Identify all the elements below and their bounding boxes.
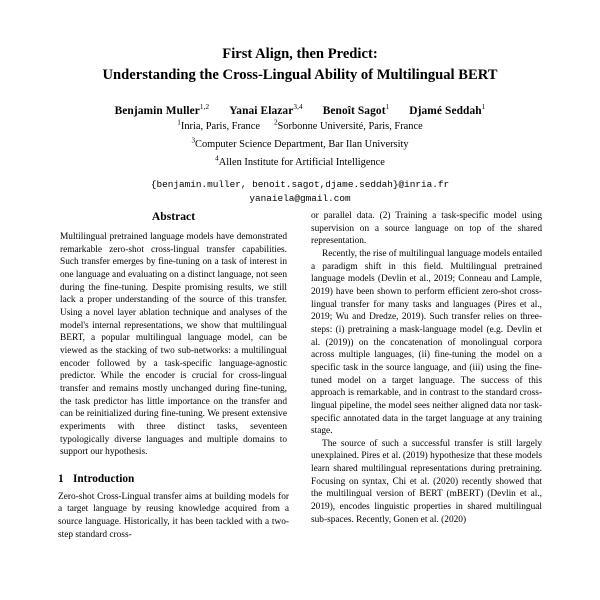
abstract-paragraph: Multilingual pretrained language models have demonstrated remarkable zero-shot cross-lingual transfer capabilities. Such transfer emerges by fine-tuning on a task of interest in one language and evaluating on a distinct language, not seen during the fine-tuning. Despite promising results, we still lack a proper understanding of the source of this transfer. Using a novel layer ablation technique and analyses of the model's internal representations, we show that multilingual BERT, a popular multilingual language model, can be viewed as the stacking of two sub-networks: a multilingual encoder followed by a task-specific language-agnostic predictor. While the encoder is crucial for cross-lingual transfer and remains mostly unchanged during fine-tuning, the task predictor has little importance on the transfer and can be reinitialized during fine-tuning. We present extensive experiments with three distinct tasks, seventeen typologically diverse languages and multiple domains to support our hypothesis. bbox=[60, 232, 287, 458]
affiliation-text: Computer Science Department, Bar Ilan University bbox=[195, 139, 409, 151]
author-affil-marker: 1 bbox=[481, 103, 486, 112]
affiliation-text: Sorbonne Université, Paris, France bbox=[277, 121, 423, 133]
author-entry bbox=[115, 105, 210, 117]
affiliation-line-3 bbox=[58, 156, 542, 171]
section-number: 1 bbox=[58, 472, 64, 485]
body-columns bbox=[58, 210, 542, 541]
right-paragraph-3: The source of such a successful transfer is still largely unexplained. Pires et al. (2019) hypothesize that these models learn shared multilingual representations during pretraining. Focusing on syntax, Chi et al. (2020) recently showed that the multilingual version of BERT (mBERT) (Devlin et al., 2019), encodes linguistic properties in shared multilingual sub-spaces. Recently, Gonen et al. (2020) bbox=[311, 438, 542, 525]
author-entry bbox=[409, 105, 485, 117]
author-affil-marker: 1 bbox=[385, 103, 390, 112]
affiliation-text: Allen Institute for Artificial Intelligence bbox=[218, 156, 385, 168]
right-paragraph-2: Recently, the rise of multilingual language models entailed a paradigm shift in this field. Multilingual pretrained language models (Devlin et al., 2019; Conneau and Lample, 2019) have been shown to perform efficient zero-shot cross-lingual transfer for many tasks and languages (Pires et al., 2019; Wu and Dredze, 2019). Such transfer relies on three-steps: (i) pretraining a mask-language model (e.g. Devlin et al. (2019)) on the concatenation of monolingual corpora across multiple languages, (ii) fine-tuning the model on a specific task in the source language, and (iii) using the fine-tuned model on a target language. The success of this approach is remarkable, and in contrast to the standard cross-lingual pipeline, the model sees neither aligned data nor task-specific annotated data in the target language at any training stage. bbox=[311, 248, 542, 437]
left-column bbox=[58, 210, 289, 541]
right-column bbox=[311, 210, 542, 541]
affiliation-marker: 3 bbox=[191, 136, 196, 145]
section-title: Introduction bbox=[73, 472, 135, 485]
author-name: Benoît Sagot bbox=[322, 105, 386, 118]
affiliation-text: Inria, Paris, France bbox=[180, 121, 260, 133]
abstract-body bbox=[58, 231, 289, 459]
affiliation-marker: 1 bbox=[177, 118, 181, 127]
right-paragraph-1: or parallel data. (2) Training a task-specific model using supervision on a source language on top of the shared representation. bbox=[311, 211, 542, 247]
paper-title-line-1: First Align, then Predict: bbox=[222, 46, 378, 62]
author-name: Djamé Seddah bbox=[409, 105, 482, 118]
author-name: Yanai Elazar bbox=[229, 105, 294, 118]
title-block bbox=[0, 0, 600, 206]
email-block bbox=[58, 178, 542, 206]
author-affil-marker: 3,4 bbox=[293, 103, 303, 112]
author-list bbox=[58, 105, 542, 117]
email-line-1: {benjamin.muller, benoit.sagot,djame.seddah}@inria.fr bbox=[150, 178, 450, 190]
section-heading-introduction bbox=[58, 473, 289, 485]
affiliation-line-2 bbox=[58, 138, 542, 153]
author-entry bbox=[229, 105, 302, 117]
affiliation-marker: 2 bbox=[273, 118, 278, 127]
author-name: Benjamin Muller bbox=[114, 105, 200, 118]
affiliation-line-1 bbox=[58, 120, 542, 135]
author-entry bbox=[323, 105, 390, 117]
affiliation-marker: 4 bbox=[215, 154, 219, 163]
abstract-heading: Abstract bbox=[151, 210, 196, 223]
author-affil-marker: 1,2 bbox=[199, 103, 210, 112]
email-line-2: yanaiela@gmail.com bbox=[249, 192, 351, 204]
intro-paragraph-1: Zero-shot Cross-Lingual transfer aims at building models for a target language by reusing knowledge acquired from a source language. Historically, it has been tackled with a two-step standard cross- bbox=[58, 491, 289, 540]
paper-title-line-2: Understanding the Cross-Lingual Ability of Multilingual BERT bbox=[102, 67, 498, 84]
